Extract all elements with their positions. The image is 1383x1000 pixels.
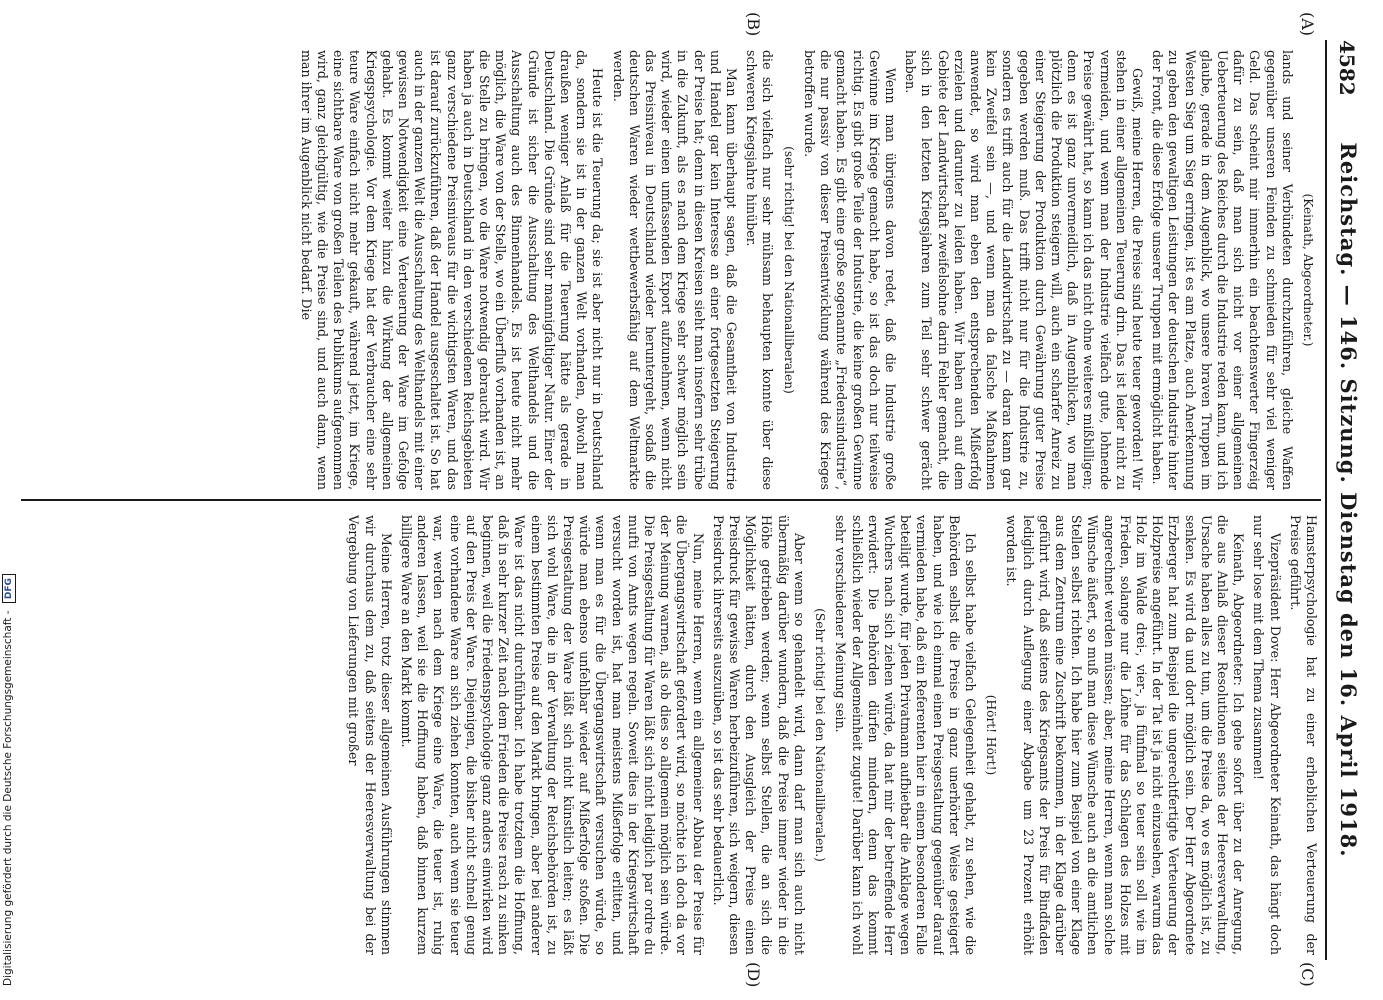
left-column [23, 50, 1319, 490]
interjection: (sehr richtig! bei den Nationalliberalen) [781, 146, 796, 394]
margin-mark-a: (A) [1298, 12, 1317, 37]
interjection: (Sehr richtig! bei den Nationalliberalen.) [813, 608, 828, 862]
paragraph: lands und seiner Verbündeten durchzuführen, gleiche Waffen gegenüber unseren Feinden zu schmieden für sehr viel weniger Geld. Das scheint mir immerhin ein beachtenswerter Fingerzeig dafür zu sein, daß man sich nicht vor einer allgemeinen Ueberteuerung des Reiches durch die Industrie reden kann, und ich glaube, gerade in dem Augenblick, wo unsere braven Truppen im Westen Sieg um Sieg erringen, ist es am Platze, auch Anerkennung zu geben den gewaltigen Leistungen der deutschen Industrie hinter der Front, die diese Erfolge unserer Truppen mit ermöglicht haben. [1150, 50, 1295, 490]
interjection: (Hört! Hört!) [984, 694, 999, 776]
margin-mark-b: (B) [744, 12, 763, 37]
speech-keinath: Keinath, Abgeordneter: Ich gehe sofort über zu der Anregung, die aus Anlaß dieser Resolutionen seitens der Heeresverwaltung, Ursache haben alles zu tun, um die Preise da, wo es möglich ist, zu senken. Es wird da und dort möglich sein. Der Herr Abgeordnete Erzberger hat zum Beispiel die ungerechtfertigte Verteuerung der Holzpreise angeführt. In der Tat ist ja nicht einzusehen, warum das Holz im Walde drei-, vier-, ja fünfmal so teuer sein soll wie im Frieden, solange nur die Löhne für das Schlagen des Holzes mit angerechnet werden müssen; aber, meine Herren, wenn man solche Wünsche äußert, so muß man diese Wünsche auch an die amtlichen Stellen selbst richten. Ich habe hier zum Beispiel von einer Klage aus dem Zentrum eine Zuschrift bekommen, in der Klage darüber geführt wird, daß seitens des Kriegsamts der Preis für Bindfaden lediglich durch Auflegung einer Abgabe um 23 Prozent erhöht worden ist. [1004, 515, 1247, 955]
paragraph: Hamsterpsychologie hat zu einer erheblichen Verteuerung der Preise geführt. [1287, 515, 1319, 955]
paragraph: Ich selbst habe vielfach Gelegenheit gehabt, zu sehen, wie die Behörden selbst die Preise in ganz unerhörter Weise gesteigert haben, und wie ich einmal einen Preisgestaltung gegenüber darauf vermieden habe, daß ein Referenten hier in einem besonderen Falle beteiligt wurde, für jeden Privatmann aufbietbar die Anklage wegen Wuchers nach sich ziehen würde, da hat mir der betreffende Herr erwidert: Die Behörden dürfen mindern, denn das kommt schließlich wieder der Allgemeinheit zugute! Darüber kann ich wohl sehr verschiedener Meinung sein. [833, 515, 978, 955]
column-divider [21, 499, 1321, 501]
speech-vizepraesident: Vizepräsident Dove: Herr Abgeordneter Keinath, das hängt doch nur sehr lose mit dem Thema zusammen! [1251, 515, 1283, 955]
page-header [1329, 40, 1365, 960]
paragraph: Wenn man übrigens davon redet, daß die Industrie große Gewinne im Kriege gemacht habe, so ist das doch nur teilweise richtig. Es gibt große Teile der Industrie, die keine großen Gewinne gemacht haben. Es gibt eine große sogenannte „Friedensindustrie“, die nur passiv von dieser Preisentwicklung während des Krieges betroffen wurde. [801, 50, 898, 490]
paragraph: Heute ist die Teuerung da; sie ist aber nicht nur in Deutschland da, sondern sie ist in der ganzen Welt vorhanden, obwohl man draußen weniger Anlaß für die Teuerung hätte als gerade in Deutschland. Die Gründe sind sehr mannigfaltiger Natur. Einer der Gründe ist sicher die Ausschaltung des Welthandels und die Ausschaltung auch des Binnenhandels. Es ist heute nicht mehr möglich, die Ware von der Stelle, wo ein Überfluß vorhanden ist, an die Stelle zu bringen, wo die Ware notwendig gebraucht wird. Wir haben ja auch in Deutschland in den verschiedenen Reichsgebieten ganz verschiedene Preisniveaus für die wichtigsten Waren, und das ist darauf zurückzuführen, daß der Handel ausgeschaltet ist. So hat auch in der ganzen Welt die Ausschaltung des Welthandels mit einer gewissen Notwendigkeit eine Verteuerung der Ware im Gefolge gehabt. Es kommt weiter hinzu die Wirkung der allgemeinen Kriegspsychologie. Vor dem Kriege hat der Verbraucher eine sehr teure Ware einfach nicht mehr gekauft, während jetzt, im Kriege, eine sichtbare Ware von großen Teilen des Publikums aufgenommen wird, ganz gleichgültig, wie die Preise sind, und auch dann, wenn man ihrer im Augenblick nicht bedarf. Die [298, 50, 606, 490]
speaker-header: (Keinath, Abgeordneter.) [1301, 193, 1315, 347]
right-column [23, 515, 1319, 955]
paragraph: Man kann überhaupt sagen, daß die Gesamtheit von Industrie und Handel gar kein Interesse an einer fortgesetzten Steigerung der Preise hat; denn in diesen Kreisen sieht man insofern sehr trübe in die Zukunft, als es nach dem Kriege sehr schwer möglich sein wird, wieder einen umfassenden Export aufzunehmen, wenn nicht das Preisniveau in Deutschland wieder heruntergeht, sodaß die deutschen Waren wieder wettbewerbsfähig auf dem Weltmarkte werden. [610, 50, 740, 490]
paragraph: Gewiß, meine Herren, die Preise sind heute teuer geworden! Wir stehen in einer allgemeinen Teuerung drin. Das ist leider nicht zu vermeiden, und wenn man der Industrie vielfach gute, lohnende Preise gewährt hat, so kann ich das nicht ohne weiteres mißbilligen; denn es ist ganz unvermeidlich, daß in Augenblicken, wo man plötzlich die Produktion steigern will, auch ein scharfer Anreiz zu einer Steigerung der Produktion durch Gewährung guter Preise gegeben werden muß. Das trifft nicht nur für die Industrie zu, sondern es trifft auch für die Landwirtschaft zu — daran kann gar kein Zweifel sein —, und wenn man da falsche Maßnahmen anwendet, so wird man eben den entsprechenden Mißerfolg erzielen und darunter zu leiden haben. Wir haben auch auf dem Gebiete der Landwirtschaft zweifelsohne darin Fehler gemacht, die sich in den letzten Kriegsjahren zum Teil sehr schwer gerächt haben. [903, 50, 1145, 490]
paragraph: Nun, meine Herren, wenn ein allgemeiner Abbau der Preise für die Übergangswirtschaft gefordert wird, so möchte ich doch da vor der Meinung warnen, als ob dies so allgemein möglich sein würde. Die Preisgestaltung für Waren läßt sich nicht lediglich par ordre du mufti von Amts wegen regeln. Soweit dies in der Kriegswirtschaft versucht worden ist, hat man meistens Mißerfolge erlitten, und wenn man es für die Übergangswirtschaft versuchen würde, so würde man ebenso unfehlbar wieder auf Mißerfolge stoßen. Die Preisgestaltung der Ware läßt sich nicht künstlich leiten; es läßt sich wohl Ware, die in der Verwaltung der Reichsbehörden ist, zu einem bestimmten Preise auf den Markt bringen, aber bei anderer Ware ist das nicht durchführbar. Ich habe trotzdem die Hoffnung, daß in sehr kurzer Zeit nach dem Frieden die Preise rasch zu sinken beginnen, weil die Friedenspsychologie ganz anders einwirken wird auf den Preis der Ware. Diejenigen, die bisher nicht schnell genug eine vorhandene Ware an sich ziehen konnten, auch wenn sie teuer war, werden nach dem Kriege eine Ware, die teuer ist, ruhig anderen lassen, weil sie die Hoffnung haben, daß binnen kurzem billigere Ware an den Markt kommt. [399, 515, 706, 955]
credit-text: Digitalisierung gefördert durch die Deutsche Forschungsgemeinschaft - [2, 610, 14, 986]
paragraph: Aber wenn so gehandelt wird, dann darf man sich auch nicht übermäßig darüber wundern, daß die Preise immer wieder in die Höhe getrieben werden; wenn selbst Stellen, die an sich die Möglichkeit hätten, durch den Ausgleich der Preise einen Preisdruck für gewisse Waren herbeizuführen, sich weigern, diesen Preisdruck ihrerseits auszuüben, so ist das sehr bedauerlich. [710, 515, 807, 955]
margin-mark-d: (D) [744, 962, 763, 988]
header-rule [1325, 40, 1327, 960]
digitization-credit [0, 0, 16, 1000]
running-head: Reichstag. — 146. Sitzung. Dienstag den 16. April 1918. [1336, 142, 1361, 858]
dfg-logo: DFG [2, 574, 16, 603]
paragraph: Meine Herren, trotz dieser allgemeinen Ausführungen stimmen wir durchaus dem zu, daß seitens der Heeresverwaltung bei der Vergebung von Lieferungen mit großer [346, 515, 394, 955]
page-number: 4582 [1335, 40, 1359, 96]
margin-mark-c: (C) [1298, 962, 1317, 987]
paragraph: die sich vielfach nur sehr mühsam behaupten konnte über diese schweren Kriegsjahre hinüber. [744, 50, 776, 490]
